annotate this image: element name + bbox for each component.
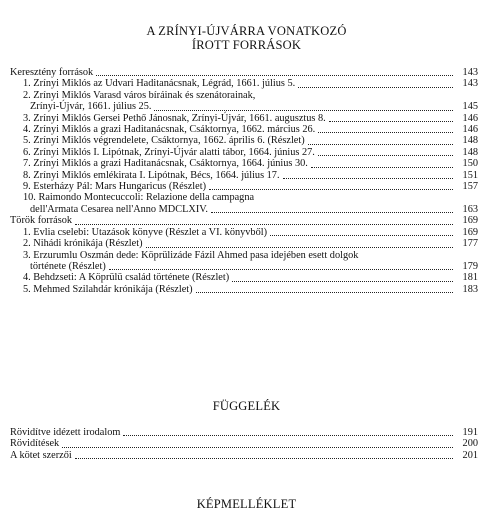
toc-entry [10, 67, 478, 78]
toc-entry [10, 272, 478, 283]
plates-heading: KÉPMELLÉKLET [196, 497, 297, 511]
dot-leader [62, 446, 453, 448]
toc-entry [10, 450, 478, 461]
toc-entry-title: 1. Evlia cselebi: Utazások könyve (Részlet a VI. könyvből) [23, 226, 268, 238]
toc-page-number: 169 [462, 215, 478, 227]
dot-leader [298, 86, 453, 88]
dot-leader [308, 143, 453, 145]
toc-page-number: 146 [462, 124, 478, 136]
toc-entry-title: 1. Zrínyi Miklós az Udvari Haditanácsnak, Légrád, 1661. július 5. [23, 78, 296, 90]
toc-entry [10, 135, 478, 146]
toc-entry [10, 170, 478, 181]
toc-entry [10, 215, 478, 226]
dot-leader [75, 457, 453, 459]
toc-page-number: 151 [462, 169, 478, 181]
toc-page-number: 146 [462, 112, 478, 124]
toc-page-number: 143 [462, 67, 478, 78]
toc-page-number: 200 [462, 438, 478, 450]
toc-entry [10, 227, 478, 238]
toc-entry [10, 261, 478, 272]
toc-entry-title: Rövidítések [10, 438, 60, 450]
toc-entry [10, 113, 478, 124]
toc-entry [10, 438, 478, 449]
toc-entry-title: Zrínyi-Újvár, 1661. július 25. [30, 101, 152, 113]
dot-leader [329, 120, 453, 122]
toc-entry [10, 101, 478, 112]
toc-entry [10, 124, 478, 135]
dot-leader [209, 188, 453, 190]
toc-entry-title: 2. Nihádi krónikája (Részlet) [23, 238, 143, 250]
toc-entry-title: 8. Zrínyi Miklós emlékirata I. Lipótnak, Bécs, 1664. július 17. [23, 169, 280, 181]
dot-leader [318, 131, 453, 133]
toc-entry-title: 4. Zrínyi Miklós a grazi Haditanácsnak, Csáktornya, 1662. március 26. [23, 124, 316, 136]
sources-toc [10, 67, 478, 295]
dot-leader [75, 223, 453, 225]
title-line-1: A ZRÍNYI-ÚJVÁRRA VONATKOZÓ [146, 24, 347, 38]
toc-entry-title: 4. Behdzseti: A Köprülü család története (Részlet) [23, 272, 230, 284]
appendix-heading: FÜGGELÉK [212, 399, 281, 413]
toc-page-number: 177 [462, 238, 478, 250]
toc-entry-line: 3. Erzurumlu Oszmán dede: Köprülizáde Fázil Ahmed pasa idejében esett dolgok [23, 249, 359, 261]
toc-entry-title: Rövidítve idézett irodalom [10, 427, 121, 438]
dot-leader [96, 74, 453, 76]
dot-leader [270, 234, 453, 236]
toc-page-number: 201 [462, 449, 478, 461]
toc-entry [10, 427, 478, 438]
toc-entry [10, 238, 478, 249]
toc-page-number: 148 [462, 135, 478, 147]
dot-leader [154, 109, 453, 111]
dot-leader [123, 434, 453, 436]
dot-leader [146, 246, 453, 248]
toc-entry-title: története (Részlet) [30, 260, 106, 272]
toc-page-number: 148 [462, 146, 478, 158]
toc-page-number: 181 [462, 272, 478, 284]
dot-leader [196, 291, 453, 293]
toc-entry [10, 78, 478, 89]
dot-leader [318, 154, 453, 156]
toc-page-number: 169 [462, 226, 478, 238]
title-line-2: ÍROTT FORRÁSOK [191, 38, 302, 52]
toc-page-number: 179 [462, 260, 478, 272]
toc-page-number: 150 [462, 158, 478, 170]
toc-entry-title: Keresztény források [10, 67, 94, 78]
toc-page-number: 145 [462, 101, 478, 113]
dot-leader [232, 280, 453, 282]
dot-leader [311, 166, 453, 168]
toc-entry-title: 5. Zrínyi Miklós végrendelete, Csáktornya, 1662. április 6. (Részlet) [23, 135, 305, 147]
toc-entry-title: 7. Zrínyi Miklós a grazi Haditanácsnak, Csáktornya, 1664. június 30. [23, 158, 308, 170]
toc-entry [10, 204, 478, 215]
toc-entry-title: 9. Esterházy Pál: Mars Hungaricus (Részlet) [23, 181, 207, 193]
toc-entry-line: 2. Zrínyi Miklós Varasd város bíráinak és szenátorainak, [23, 89, 256, 101]
toc-entry-line: 10. Raimondo Montecuccoli: Relazione della campagna [23, 192, 255, 204]
toc-entry-title: 5. Mehmed Szilahdár krónikája (Részlet) [23, 283, 193, 295]
toc-entry-title: Török források [10, 215, 73, 227]
toc-entry-title: dell'Armata Cesarea nell'Anno MDCLXIV. [30, 203, 208, 215]
toc-entry-title: 6. Zrínyi Miklós I. Lipótnak, Zrínyi-Újvár alatti tábor, 1664. június 27. [23, 146, 315, 158]
toc-page-number: 157 [462, 181, 478, 193]
dot-leader [109, 268, 453, 270]
toc-entry-title: 3. Zrínyi Miklós Gersei Pethő Jánosnak, Zrínyi-Újvár, 1661. augusztus 8. [23, 112, 326, 124]
toc-page-number: 143 [462, 78, 478, 90]
toc-entry [10, 181, 478, 192]
dot-leader [283, 177, 453, 179]
appendix-toc [10, 427, 478, 461]
toc-entry [10, 147, 478, 158]
toc-page-number: 191 [462, 427, 478, 438]
toc-entry-title: A kötet szerzői [10, 449, 72, 461]
toc-entry [10, 284, 478, 295]
toc-page-number: 163 [462, 203, 478, 215]
toc-entry [10, 158, 478, 169]
toc-page-number: 183 [462, 283, 478, 295]
dot-leader [211, 211, 453, 213]
